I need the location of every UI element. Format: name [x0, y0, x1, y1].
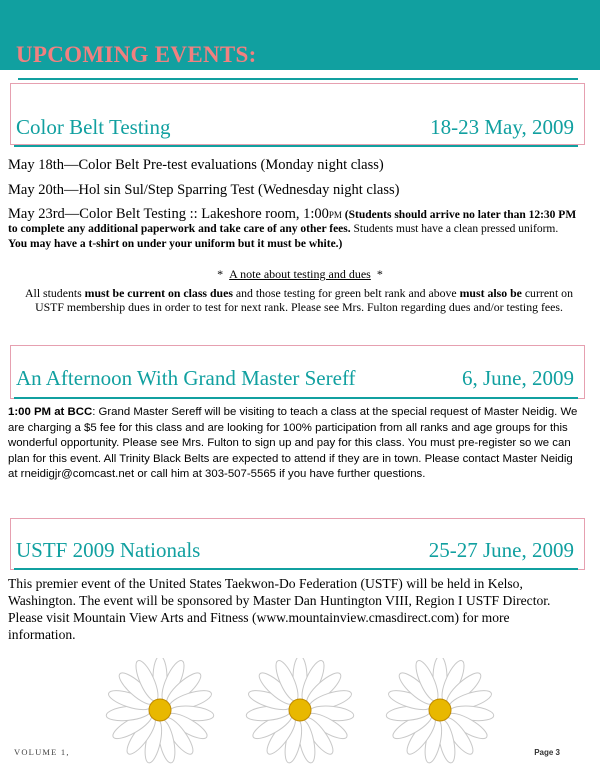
grand-master-lead: 1:00 PM at BCC: [8, 406, 93, 418]
color-belt-line-3-main: May 23rd—Color Belt Testing :: Lakeshore room, 1:00: [8, 206, 329, 222]
color-belt-line-1: May 18th—Color Belt Pre-test evaluations (Monday night class): [8, 157, 384, 173]
dues-note-title: A note about testing and dues: [229, 267, 371, 281]
color-belt-line-2: May 20th—Hol sin Sul/Step Sparring Test (Wednesday night class): [8, 182, 400, 198]
color-belt-line-3: [8, 207, 578, 251]
dues-note-bold-1: must be current on class dues: [84, 286, 233, 300]
grand-master-divider: [14, 397, 578, 399]
footer-page-number: Page 3: [534, 748, 560, 757]
color-belt-line-3-uniform: Students must have a clean pressed uniform.: [350, 223, 559, 236]
nationals-date: 25-27 June, 2009: [428, 538, 574, 562]
grand-master-title: An Afternoon With Grand Master Sereff: [16, 366, 356, 390]
daisy-flower-left: [90, 658, 230, 768]
daisy-flower-right: [370, 658, 510, 768]
grand-master-text: : Grand Master Sereff will be visiting to teach a class at the special request of Master Neidig. We are charging a $5 fee for this class and are looking for 100% participation from all ranks and age groups for this wonderful opportunity. Please see Mrs. Fulton to sign up and pay for this class. You must pre-register so we can plan for this event. All Trinity Black Belts are expected to attend if they are in town. Please contact Master Neidig at rneidigjr@comcast.net or call him at 303-507-5565 if you have further questions.: [8, 406, 578, 481]
dues-note-text-1: All students: [25, 286, 85, 300]
dues-note-heading: [0, 267, 600, 281]
color-belt-line-3-pm: PM: [328, 210, 342, 220]
grand-master-body: [8, 405, 578, 483]
dues-note-text-3: current on USTF membership dues in order to test for next rank. Please see Mrs. Fulton regarding dues and/or testing fees.: [35, 286, 573, 315]
dues-note-body: [10, 286, 588, 315]
nationals-title: USTF 2009 Nationals: [16, 538, 201, 562]
footer-volume: VOLUME 1,: [14, 747, 70, 757]
daisy-flower-middle: [230, 658, 370, 768]
header-divider: [18, 78, 578, 80]
page-title: UPCOMING EVENTS:: [16, 42, 257, 67]
grand-master-date: 6, June, 2009: [462, 366, 574, 390]
color-belt-divider: [14, 145, 578, 147]
dues-note-star-left: *: [217, 267, 224, 281]
nationals-divider: [14, 568, 578, 570]
dues-note-text-2: and those testing for green belt rank and above: [232, 286, 460, 300]
color-belt-line-3-arrival: (Students should arrive no later than 12:30 PM to complete any additional paperwork and take care of any other fees.: [8, 209, 577, 236]
color-belt-date: 18-23 May, 2009: [430, 115, 574, 139]
nationals-body: This premier event of the United States Taekwon-Do Federation (USTF) will be held in Kelso, Washington. The event will be sponsored by Master Dan Huntington VIII, Region I USTF Director. Please visit Mountain View Arts and Fitness (www.mountainview.cmasdirect.com) for more information.: [8, 576, 551, 642]
dues-note-star-right: *: [376, 267, 383, 281]
dues-note-bold-2: must also be: [459, 286, 522, 300]
color-belt-line-3-tshirt: You may have a t-shirt on under your uniform but it must be white.): [8, 237, 343, 250]
color-belt-title: Color Belt Testing: [16, 115, 171, 139]
